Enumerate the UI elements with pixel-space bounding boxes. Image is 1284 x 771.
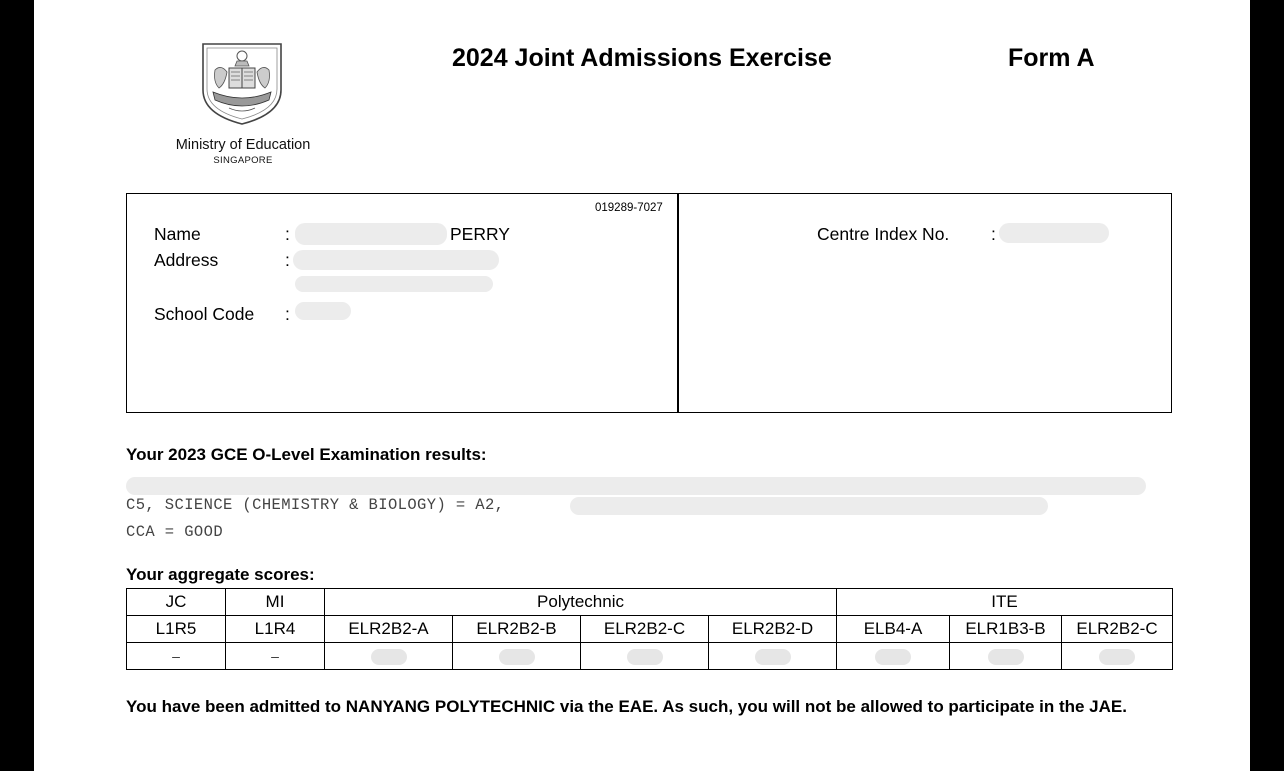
redacted-results-line-2 — [570, 497, 1048, 515]
redacted-score — [875, 649, 911, 665]
redacted-address-line-1 — [293, 250, 499, 270]
school-code-label: School Code — [154, 304, 255, 324]
group-ite: ITE — [837, 589, 1173, 616]
name-label: Name — [154, 224, 201, 244]
redacted-name — [295, 223, 447, 245]
value-elr2b2-a — [325, 643, 453, 670]
redacted-centre-index — [999, 223, 1109, 243]
col-ite-elr2b2-c: ELR2B2-C — [1062, 616, 1173, 643]
results-heading: Your 2023 GCE O-Level Examination results: — [126, 445, 487, 464]
redacted-score — [499, 649, 535, 665]
redacted-score — [371, 649, 407, 665]
candidate-info-box — [126, 193, 1172, 413]
reference-number: 019289-7027 — [595, 202, 663, 214]
name-value: PERRY — [450, 224, 510, 244]
value-elr1b3-b — [950, 643, 1062, 670]
value-elb4-a — [837, 643, 950, 670]
col-elr2b2-d: ELR2B2-D — [709, 616, 837, 643]
form-label: Form A — [1008, 44, 1095, 72]
address-label: Address — [154, 250, 219, 270]
value-l1r5: – — [127, 643, 226, 670]
centre-index-colon: : — [991, 224, 996, 244]
document-page — [34, 0, 1250, 771]
address-colon: : — [285, 250, 290, 270]
redacted-score — [627, 649, 663, 665]
page-title: 2024 Joint Admissions Exercise — [452, 44, 832, 72]
aggregate-scores-table — [126, 588, 1173, 670]
redacted-school-code — [295, 302, 351, 320]
col-l1r5: L1R5 — [127, 616, 226, 643]
value-elr2b2-d — [709, 643, 837, 670]
value-elr2b2-b — [453, 643, 581, 670]
ministry-country: SINGAPORE — [213, 155, 273, 166]
centre-index-label: Centre Index No. — [817, 224, 950, 244]
table-row-values — [127, 643, 1173, 670]
ministry-name: Ministry of Education — [175, 137, 311, 153]
col-elr1b3-b: ELR1B3-B — [950, 616, 1062, 643]
value-elr2b2-c — [581, 643, 709, 670]
col-elr2b2-a: ELR2B2-A — [325, 616, 453, 643]
redacted-score — [1099, 649, 1135, 665]
group-jc: JC — [127, 589, 226, 616]
redacted-results-line-1 — [126, 477, 1146, 495]
col-elb4-a: ELB4-A — [837, 616, 950, 643]
col-elr2b2-b: ELR2B2-B — [453, 616, 581, 643]
info-box-divider — [677, 194, 679, 412]
group-polytechnic: Polytechnic — [325, 589, 837, 616]
results-line-3: CCA = GOOD — [126, 523, 224, 541]
value-ite-elr2b2-c — [1062, 643, 1173, 670]
value-l1r4: – — [226, 643, 325, 670]
admission-notice: You have been admitted to NANYANG POLYTECHNIC via the EAE. As such, you will not be allowed to participate in the JAE. — [126, 697, 1127, 716]
table-row-groups — [127, 589, 1173, 616]
col-l1r4: L1R4 — [226, 616, 325, 643]
aggregate-heading: Your aggregate scores: — [126, 565, 315, 584]
name-colon: : — [285, 224, 290, 244]
crest-icon — [201, 42, 283, 126]
table-row-columns — [127, 616, 1173, 643]
group-mi: MI — [226, 589, 325, 616]
redacted-score — [755, 649, 791, 665]
redacted-address-line-2 — [295, 276, 493, 292]
results-line-2: C5, SCIENCE (CHEMISTRY & BIOLOGY) = A2, — [126, 496, 505, 514]
col-elr2b2-c: ELR2B2-C — [581, 616, 709, 643]
redacted-score — [988, 649, 1024, 665]
school-code-colon: : — [285, 304, 290, 324]
